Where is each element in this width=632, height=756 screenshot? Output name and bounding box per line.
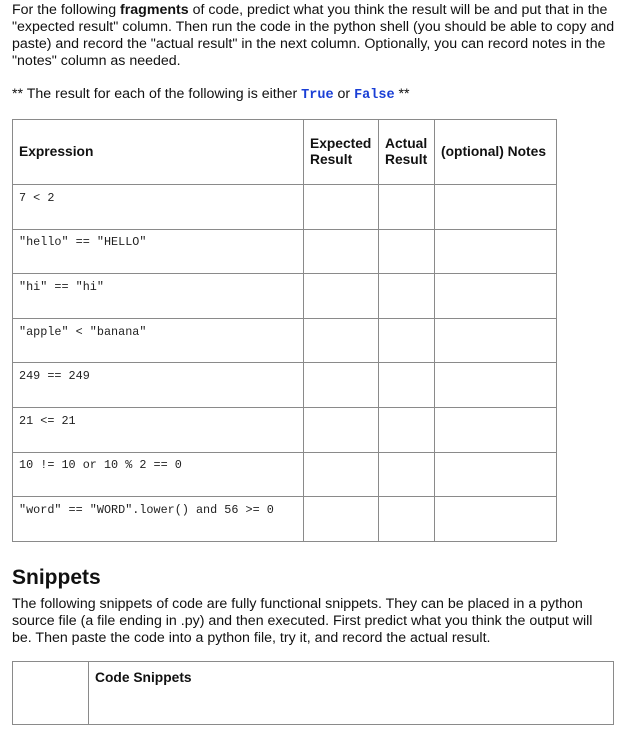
expression-cell (13, 229, 304, 274)
expression-code: "word" == "WORD".lower() and 56 >= 0 (19, 502, 274, 517)
expression-code: "hello" == "HELLO" (19, 235, 147, 250)
notes-cell[interactable] (435, 318, 557, 363)
expression-code: 7 < 2 (19, 190, 55, 205)
notes-cell[interactable] (435, 363, 557, 408)
actual-cell[interactable] (379, 318, 435, 363)
expected-cell[interactable] (304, 274, 379, 319)
table-row (13, 497, 557, 542)
actual-cell[interactable] (379, 274, 435, 319)
actual-cell[interactable] (379, 407, 435, 452)
expression-code: 249 == 249 (19, 369, 90, 384)
table-row (13, 363, 557, 408)
actual-cell[interactable] (379, 229, 435, 274)
expected-cell[interactable] (304, 452, 379, 497)
expected-cell[interactable] (304, 318, 379, 363)
expression-code: "hi" == "hi" (19, 279, 104, 294)
expression-cell (13, 318, 304, 363)
note-prefix: ** The result for each of the following is either (12, 86, 302, 102)
table-row (13, 452, 557, 497)
notes-cell[interactable] (435, 185, 557, 230)
actual-cell[interactable] (379, 452, 435, 497)
expected-cell[interactable] (304, 497, 379, 542)
expression-code: 10 != 10 or 10 % 2 == 0 (19, 458, 182, 473)
notes-cell[interactable] (435, 407, 557, 452)
note-suffix: ** (394, 86, 410, 102)
actual-cell[interactable] (379, 497, 435, 542)
header-expression: Expression (13, 120, 304, 185)
expression-cell (13, 452, 304, 497)
table-row (13, 229, 557, 274)
intro-text: For the following (12, 2, 121, 18)
intro-text-rest: of code, predict what you think the result will be and put that in the "expected result" column. Then run the code in the python shell (you should be able to copy and paste) and record the "actual result" in the next column. Optionally, you can record notes in the "notes" column as needed. (12, 2, 615, 69)
notes-cell[interactable] (435, 274, 557, 319)
notes-cell[interactable] (435, 229, 557, 274)
table-row (13, 407, 557, 452)
snippets-table (12, 661, 614, 725)
header-actual-result: Actual Result (379, 120, 435, 185)
expected-cell[interactable] (304, 407, 379, 452)
notes-cell[interactable] (435, 497, 557, 542)
header-notes: (optional) Notes (435, 120, 557, 185)
snippet-number-cell (13, 662, 89, 725)
table-row (13, 318, 557, 363)
snippets-header-row (13, 662, 614, 725)
snippets-heading: Snippets (12, 566, 101, 589)
true-keyword: True (301, 88, 334, 103)
table-row (13, 274, 557, 319)
table-header-row (13, 120, 557, 185)
expression-code: 21 <= 21 (19, 413, 76, 428)
table-row (13, 185, 557, 230)
note-or: or (333, 86, 355, 102)
expected-cell[interactable] (304, 363, 379, 408)
result-note (12, 86, 410, 104)
expression-code: "apple" < "banana" (19, 324, 147, 339)
expression-cell (13, 407, 304, 452)
expression-cell (13, 497, 304, 542)
actual-cell[interactable] (379, 185, 435, 230)
header-code-snippets: Code Snippets (89, 662, 614, 725)
expressions-table (12, 119, 557, 542)
intro-bold-fragments: fragments (120, 2, 189, 18)
intro-paragraph (12, 2, 618, 70)
expected-cell[interactable] (304, 185, 379, 230)
expression-cell (13, 274, 304, 319)
expected-cell[interactable] (304, 229, 379, 274)
expression-cell (13, 185, 304, 230)
header-expected-result: Expected Result (304, 120, 379, 185)
expression-cell (13, 363, 304, 408)
snippets-paragraph: The following snippets of code are fully functional snippets. They can be placed in a python source file (a file ending in .py) and then executed. First predict what you think the output will be. Then paste the code into a python file, try it, and record the actual result. (12, 596, 593, 646)
notes-cell[interactable] (435, 452, 557, 497)
false-keyword: False (354, 88, 395, 103)
actual-cell[interactable] (379, 363, 435, 408)
